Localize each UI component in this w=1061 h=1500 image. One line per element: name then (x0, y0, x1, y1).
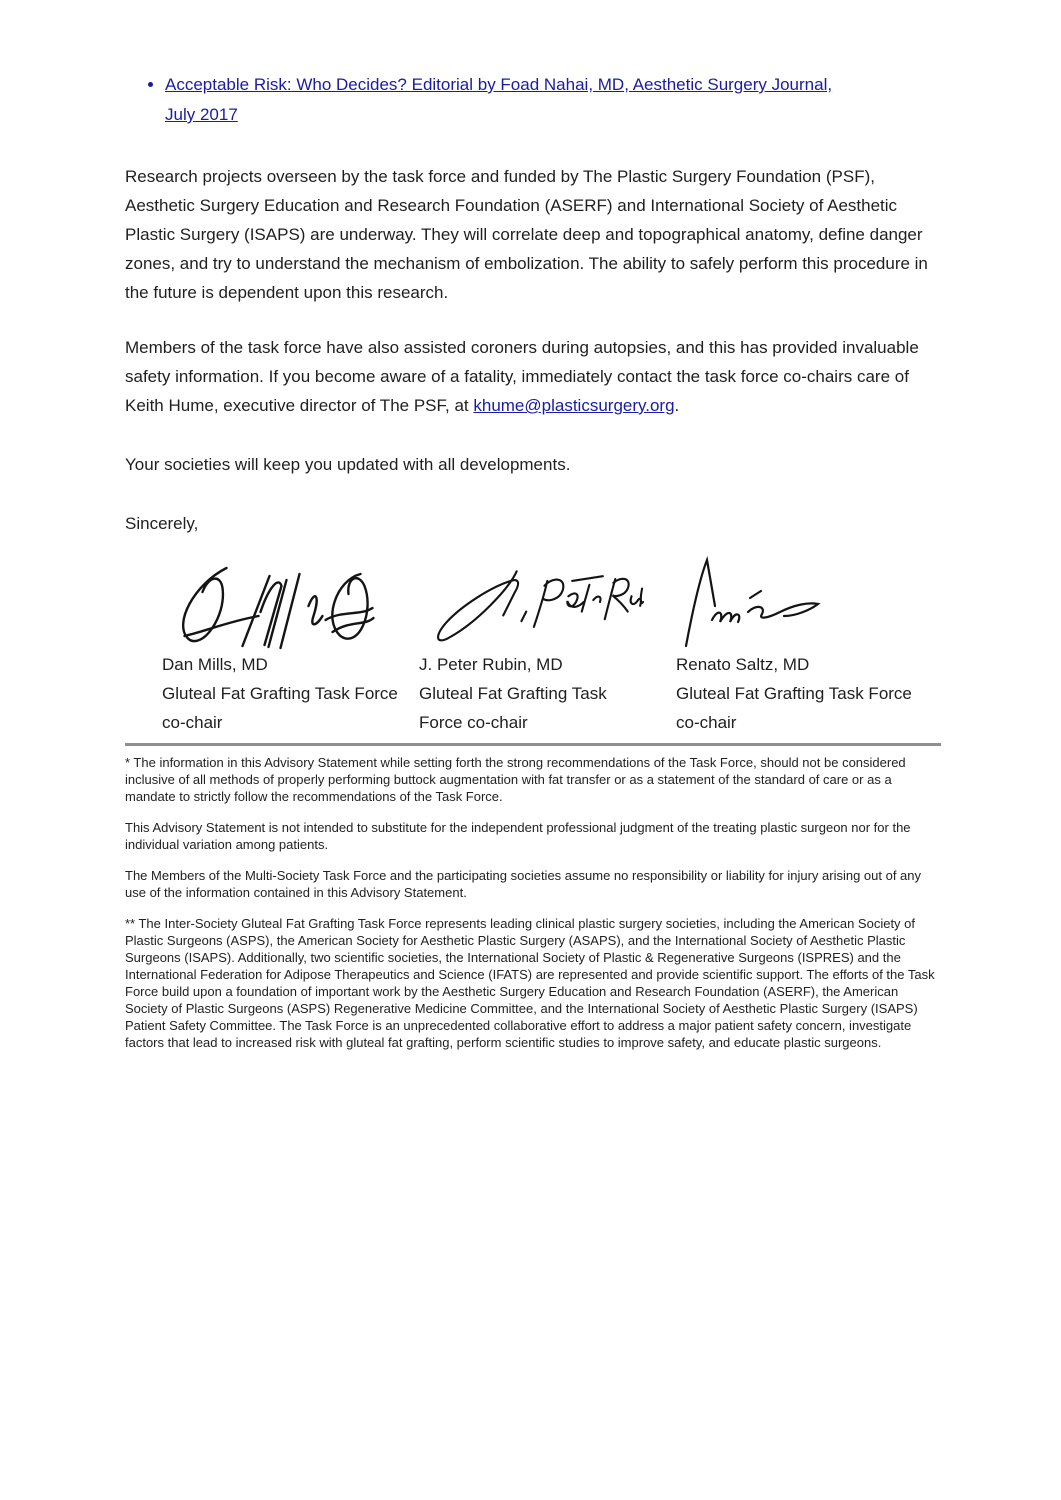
editorial-link-line1[interactable]: • Acceptable Risk: Who Decides? Editorial by Foad Nahai, MD, Aesthetic Surgery Journal, (165, 75, 833, 94)
editorial-link[interactable] (165, 70, 941, 130)
footnote-task-force-description: ** The Inter-Society Gluteal Fat Grafting Task Force represents leading clinical plastic surgery societies, including the American Society of Plastic Surgeons (ASPS), the American Society for Aesthetic Plastic Surgery (ASAPS), and the International Society of Aesthetic Plastic Surgeons (ISAPS). Additionally, two scientific societies, the International Society of Plastic & Regenerative Surgeons (ISPRES) and the International Federation for Adipose Therapeutics and Science (IFATS) are represented and provide scientific support. The efforts of the Task Force build upon a foundation of important work by the Aesthetic Surgery Education and Research Foundation (ASERF), the American Society of Plastic Surgeons (ASPS) Regenerative Medicine Committee, and the International Society of Aesthetic Plastic Surgery (ISAPS) Patient Safety Committee. The Task Force is an unprecedented collaborative effort to address a major patient safety concern, investigate factors that lead to increased risk with gluteal fat grafting, perform scientific studies to improve safety, and educate plastic surgeons. (125, 916, 935, 1050)
closing-line: Sincerely, (125, 514, 199, 533)
paragraph-members (125, 333, 941, 420)
signer-org-line2: co-chair (162, 713, 223, 732)
signer-org-line2: co-chair (676, 713, 737, 732)
reference-list-item (165, 70, 941, 130)
paragraph-update: Your societies will keep you updated with all developments. (125, 455, 571, 474)
signer-org-line1: Gluteal Fat Grafting Task (419, 684, 607, 703)
footnote-divider (125, 743, 941, 746)
signature-row (162, 554, 941, 737)
reference-list (125, 70, 941, 130)
paragraph-research: Research projects overseen by the task force and funded by The Plastic Surgery Foundation (PSF), Aesthetic Surgery Education and Research Foundation (ASERF) and International Society of Aesthetic Plastic Surgery (ISAPS) are underway. They will correlate deep and topographical anatomy, define danger zones, and try to understand the mechanism of embolization. The ability to safely perform this procedure in the future is dependent upon this research. (125, 167, 928, 302)
signature-block-peter-rubin (419, 554, 676, 737)
signer-name: Dan Mills, MD (162, 655, 268, 674)
signer-org-line1: Gluteal Fat Grafting Task Force (676, 684, 912, 703)
paragraph-members-period: . (674, 396, 680, 415)
footnote-advisory-scope: * The information in this Advisory Statement while setting forth the strong recommendations of the Task Force, should not be considered inclusive of all methods of properly performing buttock augmentation with fat transfer or as a statement of the standard of care or as a mandate to strictly follow the recommendations of the Task Force. (125, 755, 906, 804)
footnote-judgment: This Advisory Statement is not intended to substitute for the independent professional judgment of the treating plastic surgeon nor for the individual variation among patients. (125, 820, 911, 852)
signer-org-line2: Force co-chair (419, 713, 528, 732)
signature-block-renato-saltz (676, 554, 933, 737)
signer-name: J. Peter Rubin, MD (419, 655, 563, 674)
signature-peter-rubin-image (419, 554, 676, 650)
email-link[interactable]: khume@plasticsurgery.org (473, 396, 675, 415)
signature-renato-saltz-image (676, 554, 933, 650)
letter-content (125, 70, 941, 1051)
signature-block-dan-mills (162, 554, 419, 737)
signature-dan-mills-image (162, 554, 419, 650)
editorial-link-line2[interactable]: July 2017 (165, 105, 238, 124)
paragraph-members-text: Members of the task force have also assisted coroners during autopsies, and this has provided invaluable safety information. If you become aware of a fatality, immediately contact the task force co-chairs care of Keith Hume, executive director of The PSF, at (125, 338, 919, 415)
footnote-liability: The Members of the Multi-Society Task Force and the participating societies assume no responsibility or liability for injury arising out of any use of the information contained in this Advisory Statement. (125, 868, 922, 900)
signer-org-line1: Gluteal Fat Grafting Task Force (162, 684, 398, 703)
signer-name: Renato Saltz, MD (676, 655, 810, 674)
